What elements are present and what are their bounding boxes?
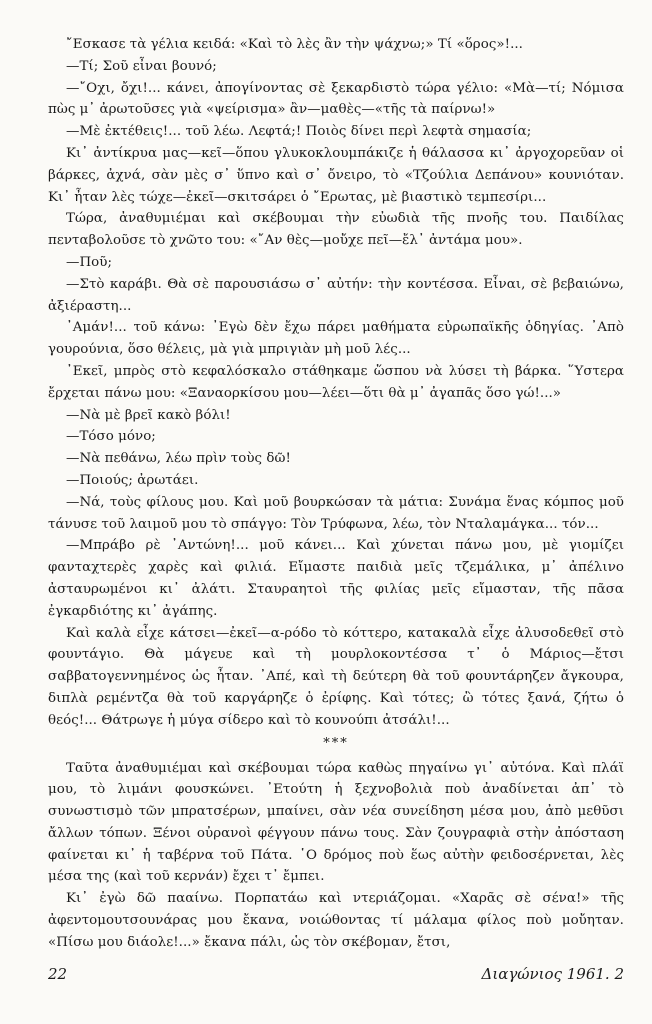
section-divider: ***: [323, 735, 349, 751]
issue-label: Διαγώνιος 1961. 2: [481, 965, 624, 983]
paragraph: —Τί; Σοῦ εἶναι βουνό;: [66, 58, 217, 74]
paragraph: Καὶ καλὰ εἶχε κάτσει—ἐκεῖ—α-ρόδο τὸ κόττερο, κατακαλὰ εἶχε ἀλυσοδεθεῖ στὸ φουντάγιο. Θὰ μάγευε καὶ τὴ μουρλοκοντέσσα τ᾽ ὁ Μάριος—ἔτσι σαββατογεννημένος ὡς ἦταν. ᾽Απέ, καὶ τὴ δεύτερη θὰ τοῦ φουντάρηζεν ἄγκουρα, διπλὰ ρεμέντζα θὰ τοῦ καργάρηζε ὁ ἐρίφης. Καὶ τότες; ὢ τότες ξανά, ζήτω ὁ θεός!... Θάτρωγε ἡ μύγα σίδερο καὶ τὸ κουνούπι ἀτσάλι!...: [48, 625, 624, 728]
paragraph: ᾽Εκεῖ, μπρὸς στὸ κεφαλόσκαλο στάθηκαμε ὥσπου νὰ λύσει τὴ βάρκα. ῞Υστερα ἔρχεται πάνω μου: «Ξαναορκίσου μου—λέει—ὅτι θὰ μ᾽ ἀγαπᾶς ὅσο γώ!...»: [48, 363, 624, 401]
paragraph: —Ποιούς; ἀρωτάει.: [66, 472, 199, 488]
paragraph: ᾽Αμάν!... τοῦ κάνω: ᾽Εγὼ δὲν ἔχω πάρει μαθήματα εὐρωπαϊκῆς ὁδηγίας. ᾽Απὸ γουρούνια, ὅσο θέλεις, μὰ γιὰ μπριγιὰν μὴ μοῦ λές...: [48, 320, 624, 358]
paragraph: —῎Οχι, ὄχι!... κάνει, ἀπογίνοντας σὲ ξεκαρδιστὸ τώρα γέλιο: «Μὰ—τί; Νόμισα πὼς μ᾽ ἀρωτοῦσες γιὰ «ψείρισμα» ἂν—μαθὲς—«τῆς τὰ παίρνω!»: [48, 80, 624, 118]
paragraph: —Μπράβο ρὲ ᾽Αντώνη!... μοῦ κάνει... Καὶ χύνεται πάνω μου, μὲ γιομίζει φανταχτερὲς χαρὲς καὶ φιλιά. Εἴμαστε παιδιὰ μεῖς τζεμάλικα, μ᾽ ἀπέλινο ἀσταυρωμένοι κι᾽ ἀλάτι. Σταυραητοὶ τῆς φιλίας μεῖς εἴμασταν, τῆς πᾶσα ἐγκαρδιότης κι᾽ ἀγάπης.: [48, 538, 624, 619]
paragraph: Κι᾽ ἀντίκρυα μας—κεῖ—ὅπου γλυκοκλουμπάκιζε ἡ θάλασσα κι᾽ ἀργοχορεῦαν οἱ βάρκες, ἀχνά, σὰν μὲς σ᾽ ὕπνο καὶ σ᾽ ὄνειρο, τὸ «Τζούλια Δεπάνου» κουνιόταν. Κι᾽ ἦταν λὲς τώχε—ἐκεῖ—σκιτσάρει ὁ ῎Ερωτας, μὲ βιαστικὸ τεμπεσίρι...: [48, 145, 624, 205]
paragraph: —Νὰ πεθάνω, λέω πρὶν τοὺς δῶ!: [66, 451, 291, 467]
paragraph: Τώρα, ἀναθυμιέμαι καὶ σκέβουμαι τὴν εὐωδιὰ τῆς πνοῆς του. Παιδίλας πενταβολοῦσε τὸ χνῶτο του: «῎Αν θὲς—μοὔχε πεῖ—ἔλ᾽ ἀντάμα μου».: [48, 211, 624, 249]
paragraph: —Στὸ καράβι. Θὰ σὲ παρουσιάσω σ᾽ αὐτήν: τὴν κοντέσσα. Εἶναι, σὲ βεβαιώνω, ἀξιέραστη...: [48, 276, 624, 314]
paragraph: —Μὲ ἐκτέθεις!... τοῦ λέω. Λεφτά;! Ποιὸς δίνει περὶ λεφτὰ σημασία;: [66, 124, 532, 140]
paragraph: —Νὰ μὲ βρεῖ κακὸ βόλι!: [66, 407, 231, 423]
paragraph: —Ποῦ;: [66, 254, 113, 270]
paragraph: —Τόσο μόνο;: [66, 429, 156, 445]
paragraph: ῎Εσκασε τὰ γέλια κειδά: «Καὶ τὸ λὲς ἂν τὴν ψάχνω;» Τί «ὅρος»!...: [66, 37, 523, 52]
page-footer: [48, 965, 624, 983]
body-text: [48, 34, 624, 954]
paragraph: —Νά, τοὺς φίλους μου. Καὶ μοῦ βουρκώσαν τὰ μάτια: Συνάμα ἕνας κόμπος μοῦ τάνυσε τοῦ λαιμοῦ μου τὸ σπάγγο: Τὸν Τρύφωνα, λέω, τὸν Νταλαμάγκα... τόν...: [48, 494, 624, 532]
paragraph: Κι᾽ ἐγὼ δῶ πααίνω. Πορπατάω καὶ ντεριάζομαι. «Χαρᾶς σὲ σένα!» τῆς ἀφεντομουτσουνάρας μου ἔκανα, νοιώθοντας τί μάλαμα φίλος ποὺ μοὔηταν. «Πίσω μου διάολε!...» ἔκανα πάλι, ὡς τὸν σκέβομαν, ἔτσι,: [48, 891, 624, 950]
paragraph: Ταῦτα ἀναθυμιέμαι καὶ σκέβουμαι τώρα καθὼς πηγαίνω γι᾽ αὐτόνα. Καὶ πλάϊ μου, τὸ λιμάνι φουσκώνει. ᾽Ετούτη ἡ ξεχνοβολιὰ ποὺ ἀναδίνεται ἀπ᾽ τὸ συνωστισμὸ τῶν μπρατσέρων, μπαίνει, σὰν νέα συνείδηση μέσα μου, ἀπὸ μεθῦσι ἄλλων τόπων. Ξένοι οὐρανοὶ φέγγουν πάνω τους. Σὰν ζουγραφιὰ στὴν ἀπόσταση φαίνεται κι᾽ ἡ ταβέρνα τοῦ Πάτα. ῾Ο δρόμος ποὺ ἕως αὐτὴν φειδοσέρνεται, λὲς μέσα της (καὶ τοῦ κερνάν) ἔχει τ᾽ ἔμπει.: [48, 760, 624, 885]
page-number: 22: [48, 965, 68, 983]
